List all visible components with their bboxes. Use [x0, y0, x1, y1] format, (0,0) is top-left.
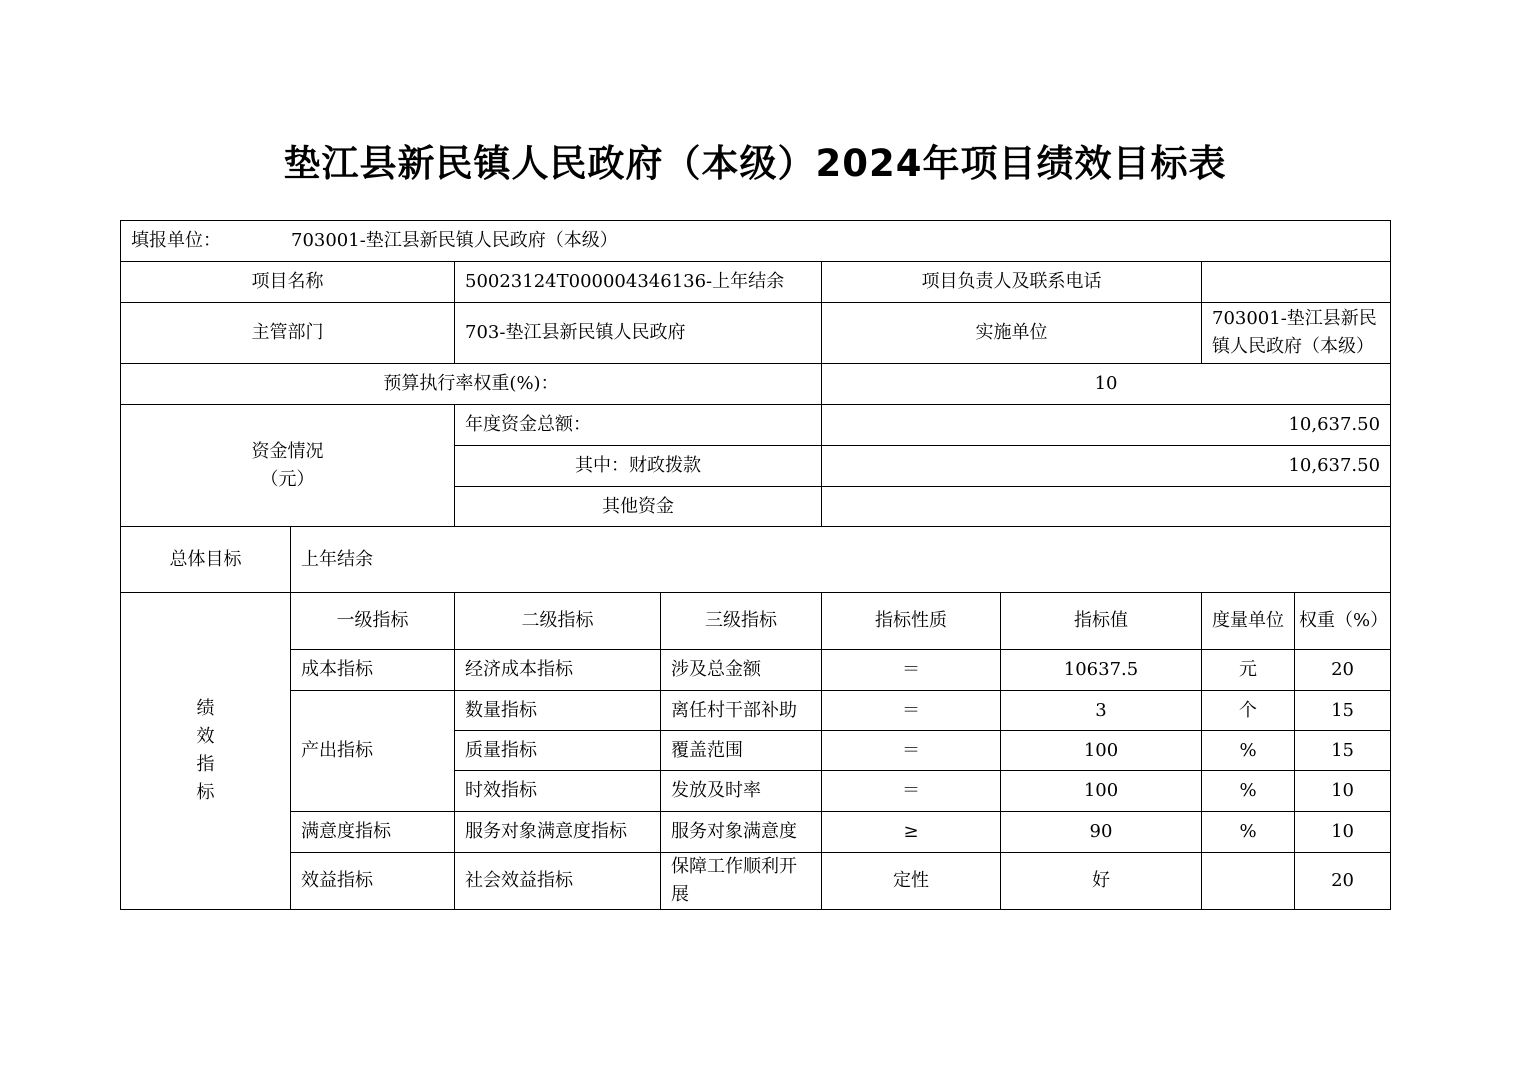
indicator-section-label: [121, 593, 291, 910]
funds-fiscal-label: 其中：财政拨款: [455, 446, 822, 487]
dept-row: [121, 303, 1391, 364]
col-header-level2: 二级指标: [455, 593, 661, 650]
indicator-section-char: 效: [196, 726, 215, 747]
row-nature: ≥: [822, 812, 1001, 853]
row-level3: 发放及时率: [661, 771, 822, 812]
row-nature: ＝: [822, 691, 1001, 731]
col-header-weight: 权重（%）: [1295, 593, 1391, 650]
row-unit: 个: [1202, 691, 1295, 731]
row-level2: 时效指标: [455, 771, 661, 812]
col-header-nature: 指标性质: [822, 593, 1001, 650]
indicator-section-char: 标: [196, 782, 215, 803]
row-level3: 保障工作顺利开展: [661, 853, 822, 910]
page-title: 垫江县新民镇人民政府（本级）2024年项目绩效目标表: [283, 142, 1227, 185]
project-name-label: 项目名称: [121, 262, 455, 303]
row-unit: %: [1202, 812, 1295, 853]
funds-other-value: [822, 487, 1391, 527]
row-level1: 产出指标: [291, 691, 455, 812]
funds-total-label: 年度资金总额：: [455, 405, 822, 446]
row-weight: 20: [1295, 853, 1391, 910]
row-level1: 满意度指标: [291, 812, 455, 853]
row-unit: 元: [1202, 650, 1295, 691]
row-level3: 服务对象满意度: [661, 812, 822, 853]
budget-weight-label: 预算执行率权重(%)：: [121, 364, 822, 405]
row-level3: 覆盖范围: [661, 731, 822, 771]
row-unit: %: [1202, 731, 1295, 771]
row-level1: 成本指标: [291, 650, 455, 691]
funds-label-line2: （元）: [260, 468, 315, 490]
dept-value: 703-垫江县新民镇人民政府: [455, 303, 822, 364]
col-header-value: 指标值: [1001, 593, 1202, 650]
impl-value: 703001-垫江县新民镇人民政府（本级）: [1202, 303, 1391, 364]
row-value: 100: [1001, 731, 1202, 771]
row-nature: ＝: [822, 731, 1001, 771]
row-unit: %: [1202, 771, 1295, 812]
row-nature: 定性: [822, 853, 1001, 910]
budget-weight-row: [121, 364, 1391, 405]
fill-unit-value: 703001-垫江县新民镇人民政府（本级）: [291, 230, 618, 251]
table-row: [121, 812, 1391, 853]
funds-total-value: 10,637.50: [822, 405, 1391, 446]
row-weight: 10: [1295, 771, 1391, 812]
dept-label: 主管部门: [121, 303, 455, 364]
row-value: 10637.5: [1001, 650, 1202, 691]
row-weight: 20: [1295, 650, 1391, 691]
col-header-level3: 三级指标: [661, 593, 822, 650]
budget-weight-value: 10: [822, 364, 1391, 405]
funds-other-label: 其他资金: [455, 487, 822, 527]
table-row: [121, 853, 1391, 910]
fill-unit-cell: [121, 221, 1391, 262]
row-nature: ＝: [822, 771, 1001, 812]
fill-unit-label: 填报单位：: [131, 230, 221, 251]
row-level2: 经济成本指标: [455, 650, 661, 691]
indicator-section-char: 指: [196, 754, 215, 775]
table-row: [121, 650, 1391, 691]
goal-label: 总体目标: [121, 527, 291, 593]
row-value: 好: [1001, 853, 1202, 910]
row-nature: ＝: [822, 650, 1001, 691]
row-value: 3: [1001, 691, 1202, 731]
project-name-value: 50023124T000004346136-上年结余: [455, 262, 822, 303]
impl-label: 实施单位: [822, 303, 1202, 364]
row-level1: 效益指标: [291, 853, 455, 910]
funds-fiscal-value: 10,637.50: [822, 446, 1391, 487]
row-level2: 数量指标: [455, 691, 661, 731]
row-level3: 涉及总金额: [661, 650, 822, 691]
row-weight: 15: [1295, 731, 1391, 771]
contact-label: 项目负责人及联系电话: [822, 262, 1202, 303]
row-weight: 15: [1295, 691, 1391, 731]
goal-row: [121, 527, 1391, 593]
indicator-header-row: [121, 593, 1391, 650]
performance-table: [120, 220, 1391, 910]
funds-total-row: [121, 405, 1391, 446]
fill-unit-row: [121, 221, 1391, 262]
project-name-row: [121, 262, 1391, 303]
goal-value: 上年结余: [291, 527, 1391, 593]
table-row: [121, 691, 1391, 731]
row-level2: 服务对象满意度指标: [455, 812, 661, 853]
indicator-section-char: 绩: [196, 698, 215, 719]
col-header-unit: 度量单位: [1202, 593, 1295, 650]
row-level3: 离任村干部补助: [661, 691, 822, 731]
col-header-level1: 一级指标: [291, 593, 455, 650]
row-value: 100: [1001, 771, 1202, 812]
funds-label: [121, 405, 455, 527]
row-unit: [1202, 853, 1295, 910]
contact-value: [1202, 262, 1391, 303]
row-level2: 社会效益指标: [455, 853, 661, 910]
row-weight: 10: [1295, 812, 1391, 853]
row-value: 90: [1001, 812, 1202, 853]
funds-label-line1: 资金情况: [251, 440, 324, 462]
row-level2: 质量指标: [455, 731, 661, 771]
